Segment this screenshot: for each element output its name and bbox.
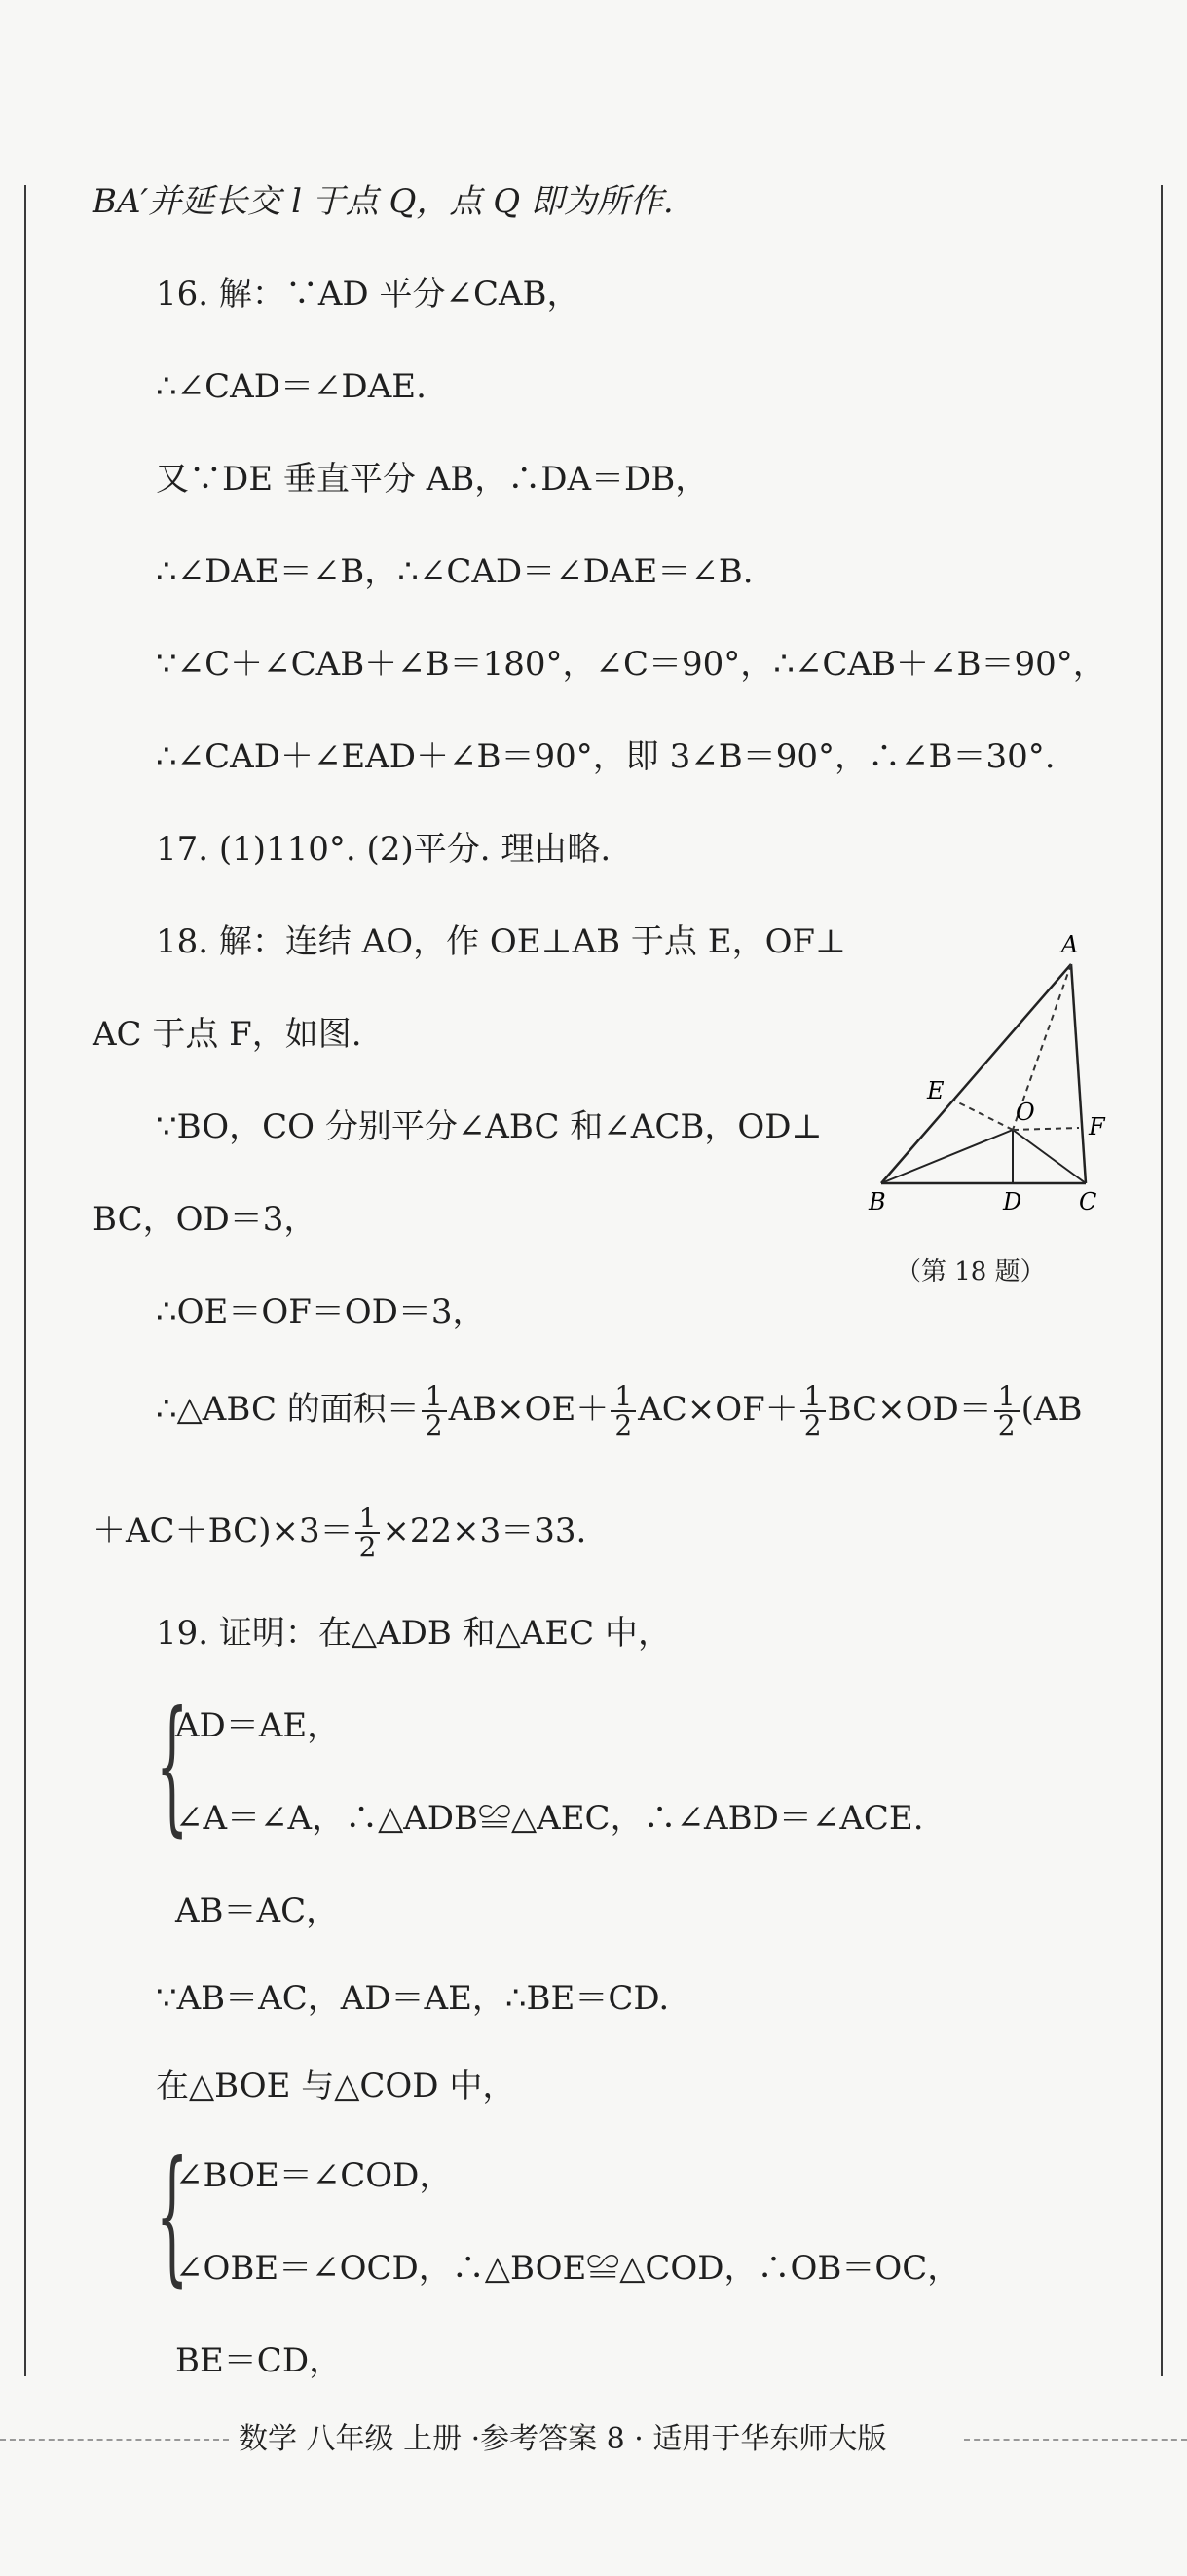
side-AB [881, 964, 1071, 1183]
area-formula-line [156, 1380, 1083, 1441]
text-line: 17. (1)110°. (2)平分. 理由略. [156, 830, 612, 869]
text-line: 19. 证明：在△ADB 和△AEC 中， [156, 1614, 671, 1653]
label-E: E [927, 1077, 945, 1104]
side-AC [1071, 964, 1086, 1183]
text-line: ∴∠DAE＝∠B，∴∠CAD＝∠DAE＝∠B. [156, 552, 754, 591]
footer-dash-left [0, 2439, 229, 2441]
label-C: C [1079, 1188, 1097, 1215]
text-line: 16. 解：∵AD 平分∠CAB， [156, 275, 580, 314]
segment-CO [1013, 1130, 1086, 1183]
page-footer [0, 2420, 1187, 2459]
fraction-half: $\frac{1}{2}$ [800, 1383, 826, 1439]
text-line: AB＝AC， [175, 1891, 340, 1930]
formula-part: AB×OE＋ [448, 1390, 610, 1429]
text-line: ∠OBE＝∠OCD，∴△BOE≌△COD，∴OB＝OC， [175, 2249, 961, 2288]
right-margin-rule [1161, 185, 1163, 2376]
formula-part: ∴△ABC 的面积＝ [156, 1390, 420, 1429]
system-brace: { [156, 2131, 189, 2300]
text-line: ∴∠CAD＋∠EAD＋∠B＝90°，即 3∠B＝90°，∴∠B＝30°. [156, 737, 1056, 776]
text-line: 18. 解：连结 AO，作 OE⊥AB 于点 E，OF⊥ [156, 922, 847, 961]
text-line: 又∵DE 垂直平分 AB，∴DA＝DB， [156, 460, 709, 499]
fraction-half: $\frac{1}{2}$ [611, 1383, 636, 1439]
formula-part: ＋AC＋BC)×3＝ [93, 1512, 353, 1550]
formula-part: (AB [1020, 1390, 1083, 1429]
text-line: AC 于点 F，如图. [93, 1015, 362, 1054]
fraction-half: $\frac{1}{2}$ [994, 1383, 1020, 1439]
text-line: BE＝CD， [175, 2341, 343, 2380]
text-line: AD＝AE， [175, 1706, 341, 1745]
label-O: O [1016, 1099, 1035, 1126]
label-B: B [869, 1188, 886, 1215]
fraction-half: $\frac{1}{2}$ [422, 1383, 447, 1439]
label-D: D [1003, 1188, 1022, 1215]
text-line: 在△BOE 与△COD 中， [156, 2067, 516, 2106]
formula-part: AC×OF＋ [638, 1390, 798, 1429]
formula-part: ×22×3＝33. [382, 1512, 587, 1550]
text-line: ∠A＝∠A，∴△ADB≌△AEC，∴∠ABD＝∠ACE. [175, 1799, 924, 1838]
text-line: ∵BO，CO 分别平分∠ABC 和∠ACB，OD⊥ [156, 1107, 823, 1146]
figure-caption: （第 18 题） [896, 1257, 1046, 1287]
text-line: ∴∠CAD＝∠DAE. [156, 367, 427, 406]
label-F: F [1089, 1113, 1105, 1140]
left-margin-rule [24, 185, 26, 2376]
segment-OE [954, 1101, 1013, 1130]
text-line: BA′并延长交 l 于点 Q，点 Q 即为所作. [93, 182, 674, 221]
triangle-figure [857, 925, 1149, 1237]
text-line: ∠BOE＝∠COD， [175, 2156, 453, 2195]
text-line: BC，OD＝3， [93, 1200, 317, 1239]
system-brace: { [156, 1681, 189, 1850]
text-line: ∵∠C＋∠CAB＋∠B＝180°，∠C＝90°，∴∠CAB＋∠B＝90°， [156, 645, 1106, 684]
formula-part: BC×OD＝ [827, 1390, 992, 1429]
segment-OF [1013, 1128, 1079, 1130]
text-line: ∵AB＝AC，AD＝AE，∴BE＝CD. [156, 1979, 670, 2018]
label-A: A [1061, 931, 1079, 958]
text-line: ∴OE＝OF＝OD＝3， [156, 1292, 486, 1331]
footer-dash-right [964, 2439, 1187, 2441]
fraction-half: $\frac{1}{2}$ [355, 1505, 381, 1561]
segment-BO [881, 1130, 1013, 1183]
footer-text: 数学 八年级 上册 ·参考答案 8 · 适用于华东师大版 [239, 2422, 887, 2456]
area-formula-continuation [93, 1502, 587, 1563]
